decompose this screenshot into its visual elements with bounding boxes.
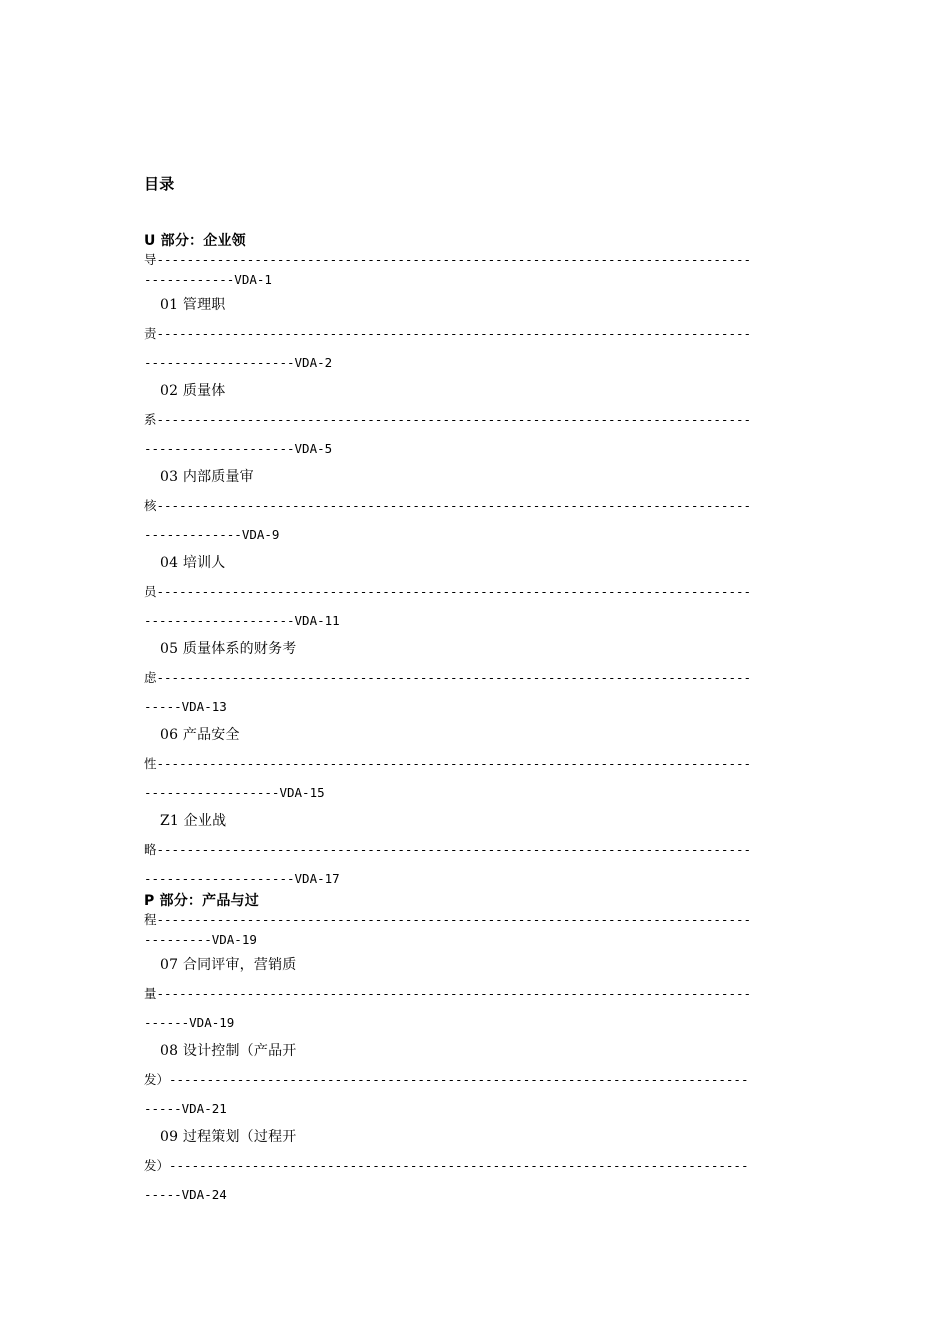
toc-entry-09: 09 过程策划（过程开: [160, 1129, 297, 1145]
toc-entry-03: 03 内部质量审: [160, 469, 254, 485]
toc-page-ref: -----VDA-24: [144, 1187, 227, 1202]
section-heading-p: P 部分：产品与过: [144, 893, 259, 909]
toc-entry-07: 07 合同评审，营销质: [160, 957, 297, 973]
toc-leader-line: 导-------------------------------------------------------------------------------: [144, 252, 752, 267]
toc-page-ref: --------------------VDA-5: [144, 441, 333, 456]
toc-leader-line: 量-------------------------------------------------------------------------------: [144, 986, 752, 1001]
toc-leader-line: 责-------------------------------------------------------------------------------: [144, 326, 752, 341]
toc-leader-line: 发）-----------------------------------------------------------------------------: [144, 1158, 749, 1173]
toc-entry-z1: Z1 企业战: [160, 813, 227, 829]
toc-entry-05: 05 质量体系的财务考: [160, 641, 297, 657]
toc-page-ref: -----VDA-21: [144, 1101, 227, 1116]
toc-leader-line: 发）-----------------------------------------------------------------------------: [144, 1072, 749, 1087]
toc-leader-line: 略-------------------------------------------------------------------------------: [144, 842, 752, 857]
section-heading-u: U 部分：企业领: [144, 233, 246, 249]
toc-leader-line: 虑-------------------------------------------------------------------------------: [144, 670, 752, 685]
toc-page-ref: --------------------VDA-11: [144, 613, 340, 628]
toc-entry-01: 01 管理职: [160, 297, 226, 313]
toc-leader-line: 核-------------------------------------------------------------------------------: [144, 498, 752, 513]
toc-page-ref: ------------VDA-1: [144, 272, 272, 287]
toc-page-ref: -----VDA-13: [144, 699, 227, 714]
toc-entry-08: 08 设计控制（产品开: [160, 1043, 297, 1059]
toc-page-ref: -------------VDA-9: [144, 527, 280, 542]
toc-title: 目录: [144, 175, 175, 193]
toc-leader-line: 员-------------------------------------------------------------------------------: [144, 584, 752, 599]
toc-page-ref: --------------------VDA-17: [144, 871, 340, 886]
toc-entry-04: 04 培训人: [160, 555, 226, 571]
toc-entry-06: 06 产品安全: [160, 727, 240, 743]
toc-page-ref: ---------VDA-19: [144, 932, 257, 947]
toc-leader-line: 系-------------------------------------------------------------------------------: [144, 412, 752, 427]
toc-leader-line: 性-------------------------------------------------------------------------------: [144, 756, 752, 771]
toc-page-ref: ------------------VDA-15: [144, 785, 325, 800]
toc-page-ref: --------------------VDA-2: [144, 355, 333, 370]
toc-page-ref: ------VDA-19: [144, 1015, 235, 1030]
toc-entry-02: 02 质量体: [160, 383, 226, 399]
toc-leader-line: 程-------------------------------------------------------------------------------: [144, 912, 752, 927]
